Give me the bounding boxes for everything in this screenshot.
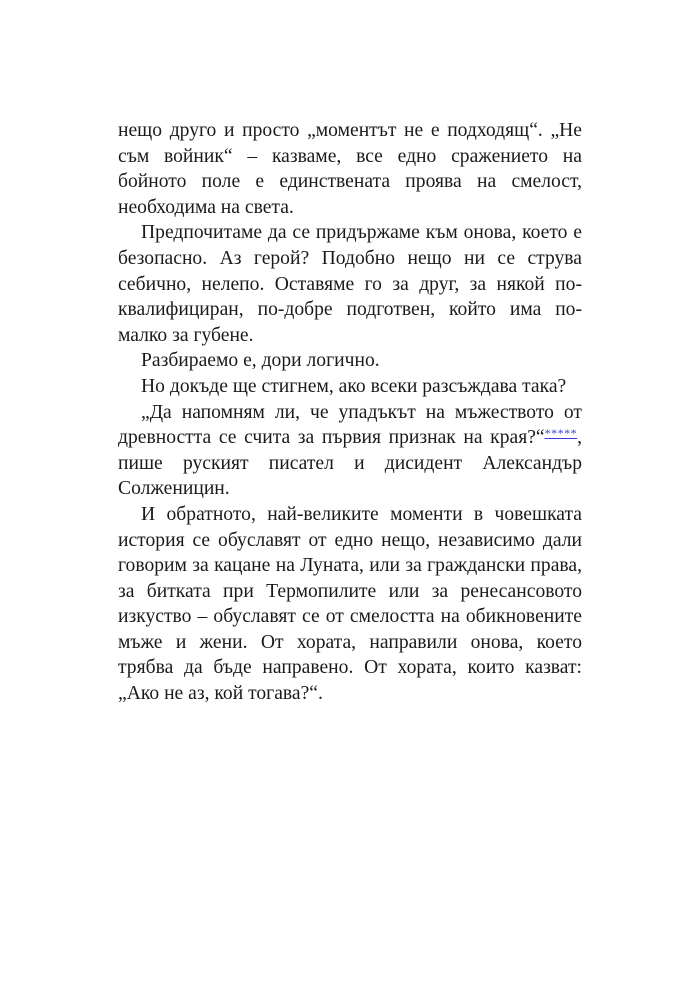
- paragraph-4: Но докъде ще стигнем, ако всеки разсъждава така?: [141, 375, 567, 397]
- body-text: [118, 118, 582, 707]
- footnote-link[interactable]: *****: [544, 426, 578, 441]
- paragraph-5: [118, 400, 582, 502]
- paragraph-6: И обратното, най-великите моменти в човешката история се обуславят от едно нещо, независимо дали говорим за кацане на Луната, или за граждански права, за битката при Термопилите или за ренесансовото изкуство – обуславят се от смелостта на обикновените мъже и жени. От хората, направили онова, което трябва да бъде направено. От хората, които казват: „Ако не аз, кой тогава?“.: [118, 503, 582, 705]
- attribution-text: , пише руският писател и дисидент Александър Солженицин.: [118, 427, 582, 500]
- paragraph-3: Разбираемо е, дори логично.: [141, 350, 380, 372]
- paragraph-2: Предпочитаме да се придържаме към онова, което е безопасно. Аз герой? Подобно нещо ни се струва себично, нелепо. Оставяме го за друг, за някой по-квалифициран, по-добре подготвен, който има по-малко за губене.: [118, 222, 582, 346]
- quote-text: „Да напомням ли, че упадъкът на мъжеството от древността се счита за първия признак на края?“: [118, 401, 582, 449]
- paragraph-1: нещо друго и просто „моментът не е подходящ“. „Не съм войник“ – казваме, все едно сражението на бойното поле е единствената проява на смелост, необходима на света.: [118, 120, 582, 218]
